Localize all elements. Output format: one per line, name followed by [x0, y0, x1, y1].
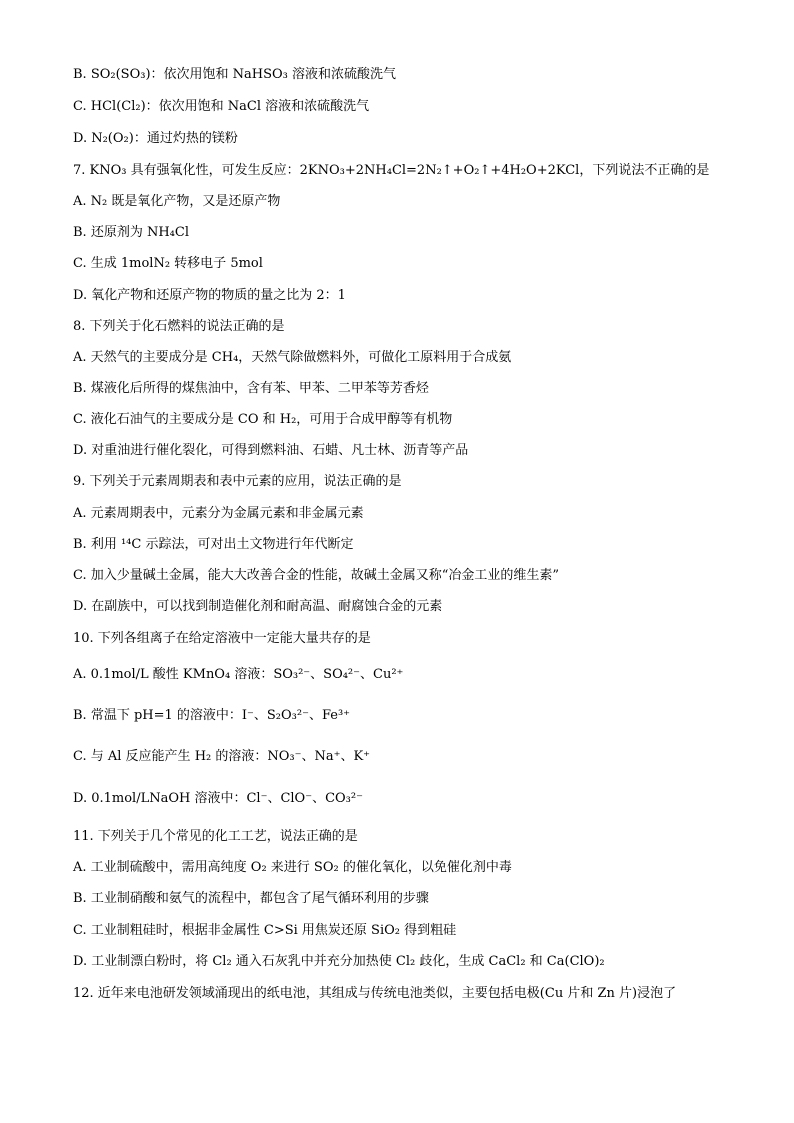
question-11: 11. 下列关于几个常见的化工工艺，说法正确的是	[73, 829, 358, 844]
option-7d: D. 氧化产物和还原产物的物质的量之比为 2：1	[73, 288, 346, 303]
option-6b: B. SO₂(SO₃)：依次用饱和 NaHSO₃ 溶液和浓硫酸洗气	[73, 67, 397, 82]
option-11b: B. 工业制硝酸和氨气的流程中，都包含了尾气循环利用的步骤	[73, 891, 429, 906]
option-7c: C. 生成 1molN₂ 转移电子 5mol	[73, 256, 263, 271]
option-8c: C. 液化石油气的主要成分是 CO 和 H₂，可用于合成甲醇等有机物	[73, 412, 453, 427]
option-7b: B. 还原剂为 NH₄Cl	[73, 225, 189, 240]
option-10c: C. 与 Al 反应能产生 H₂ 的溶液：NO₃⁻、Na⁺、K⁺	[73, 749, 371, 764]
option-6d: D. N₂(O₂)：通过灼热的镁粉	[73, 131, 238, 146]
option-9a: A. 元素周期表中，元素分为金属元素和非金属元素	[73, 506, 364, 521]
option-9d: D. 在副族中，可以找到制造催化剂和耐高温、耐腐蚀合金的元素	[73, 599, 443, 614]
option-8b: B. 煤液化后所得的煤焦油中，含有苯、甲苯、二甲苯等芳香烃	[73, 381, 429, 396]
option-8d: D. 对重油进行催化裂化，可得到燃料油、石蜡、凡士林、沥青等产品	[73, 443, 469, 458]
option-6c: C. HCl(Cl₂)：依次用饱和 NaCl 溶液和浓硫酸洗气	[73, 99, 370, 114]
option-11c: C. 工业制粗硅时，根据非金属性 C>Si 用焦炭还原 SiO₂ 得到粗硅	[73, 923, 457, 938]
option-7a: A. N₂ 既是氧化产物，又是还原产物	[73, 194, 281, 209]
option-10b: B. 常温下 pH=1 的溶液中：I⁻、S₂O₃²⁻、Fe³⁺	[73, 708, 351, 723]
option-8a: A. 天然气的主要成分是 CH₄，天然气除做燃料外，可做化工原料用于合成氨	[73, 350, 512, 365]
option-11d: D. 工业制漂白粉时，将 Cl₂ 通入石灰乳中并充分加热使 Cl₂ 歧化，生成 CaCl₂ 和 Ca(ClO)₂	[73, 954, 605, 969]
question-7: 7. KNO₃ 具有强氧化性，可发生反应：2KNO₃+2NH₄Cl=2N₂↑+O₂↑+4H₂O+2KCl，下列说法不正确的是	[73, 163, 710, 178]
option-10d: D. 0.1mol/LNaOH 溶液中：Cl⁻、ClO⁻、CO₃²⁻	[73, 791, 363, 806]
option-10a: A. 0.1mol/L 酸性 KMnO₄ 溶液：SO₃²⁻、SO₄²⁻、Cu²⁺	[73, 667, 404, 682]
question-10: 10. 下列各组离子在给定溶液中一定能大量共存的是	[73, 631, 371, 646]
question-12: 12. 近年来电池研发领域涌现出的纸电池，其组成与传统电池类似，主要包括电极(Cu 片和 Zn 片)浸泡了	[73, 986, 677, 1001]
option-11a: A. 工业制硫酸中，需用高纯度 O₂ 来进行 SO₂ 的催化氧化，以免催化剂中毒	[73, 860, 512, 875]
option-9b: B. 利用 ¹⁴C 示踪法，可对出土文物进行年代断定	[73, 537, 354, 552]
question-8: 8. 下列关于化石燃料的说法正确的是	[73, 319, 285, 334]
question-9: 9. 下列关于元素周期表和表中元素的应用，说法正确的是	[73, 474, 402, 489]
option-9c: C. 加入少量碱土金属，能大大改善合金的性能，故碱土金属又称“冶金工业的维生素”	[73, 568, 560, 583]
